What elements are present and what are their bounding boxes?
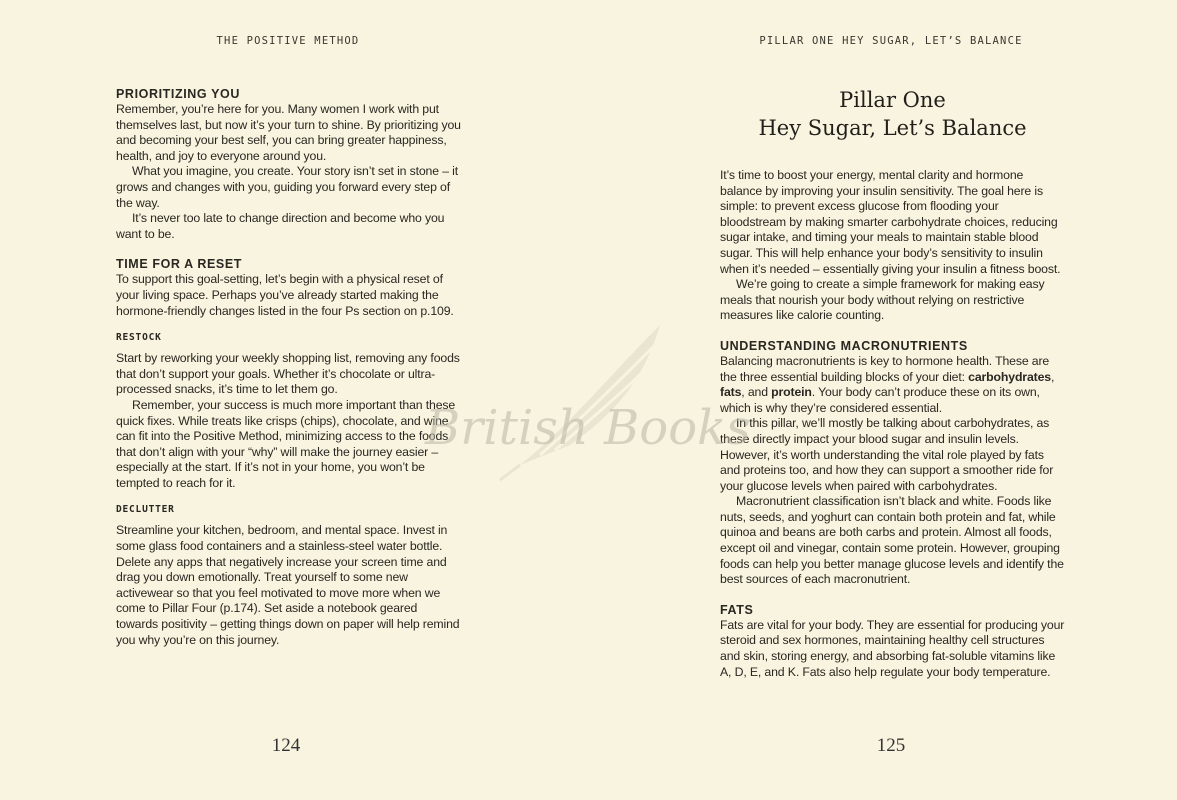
paragraph: It’s never too late to change direction and become who you want to be. bbox=[116, 211, 445, 241]
paragraph: We’re going to create a simple framework for making easy meals that nourish your body without relying on restrictive measures like calorie counting. bbox=[720, 277, 1045, 323]
paragraph: In this pillar, we’ll mostly be talking about carbohydrates, as these directly impact your blood sugar and insulin levels. However, it’s worth understanding the vital role played by fats and proteins too, and how they can support a smoother ride for your glucose levels when paired with carbohydrates. bbox=[720, 416, 1054, 493]
paragraph: Streamline your kitchen, bedroom, and mental space. Invest in some glass food containers and a stainless-steel water bottle. Delete any apps that negatively increase your screen time and drag you down emotionally. Treat yourself to some new activewear so that you feel motivated to move more when we come to Pillar Four (p.174). Set aside a notebook geared towards positivity – getting things down on paper will help remind you why you’re on this journey. bbox=[116, 523, 460, 647]
page-number-left: 124 bbox=[271, 735, 301, 756]
bold-term-fats: fats bbox=[720, 385, 742, 400]
paragraph bbox=[720, 354, 1065, 416]
chapter-title-line2: Hey Sugar, Let’s Balance bbox=[758, 116, 1027, 140]
paragraph: Remember, you’re here for you. Many women I work with put themselves last, but now it’s your turn to shine. By prioritizing you and becoming your best self, you can bring greater happiness, health, and joy to everyone around you. bbox=[116, 102, 461, 163]
heading-prioritizing: PRIORITIZING YOU bbox=[116, 87, 240, 101]
right-column bbox=[720, 168, 1065, 680]
chapter-title-line1: Pillar One bbox=[839, 88, 946, 112]
running-head-right: PILLAR ONE HEY SUGAR, LET’S BALANCE bbox=[759, 35, 1023, 47]
paragraph: To support this goal-setting, let’s begin with a physical reset of your living space. Perhaps you’ve already started making the hormone-friendly changes listed in the four Ps section on p.109. bbox=[116, 272, 454, 318]
left-page bbox=[0, 0, 588, 800]
heading-fats: FATS bbox=[720, 602, 754, 617]
text-run: . Your body can’t produce these on its own, which is why they’re considered essential. bbox=[720, 385, 1040, 415]
heading-reset: TIME FOR A RESET bbox=[116, 257, 243, 272]
heading-macronutrients: UNDERSTANDING MACRONUTRIENTS bbox=[720, 338, 968, 353]
running-head-left: THE POSITIVE METHOD bbox=[216, 35, 360, 47]
bold-term-carbohydrates: carbohydrates bbox=[968, 369, 1051, 384]
paragraph: Remember, your success is much more important than these quick fixes. While treats like crisps (chips), chocolate, and wine can fit into the Positive Method, minimizing access to the foods that don’t align with your “why” will make the journey easier – especially at the start. If it’s not in your home, you won’t be tempted to reach for it. bbox=[116, 397, 456, 490]
subheading-restock: RESTOCK bbox=[116, 332, 162, 344]
text-run: Balancing macronutrients is key to hormone health. These are the three essential building blocks of your diet: bbox=[720, 353, 1050, 384]
text-run: , and bbox=[741, 385, 772, 400]
paragraph: Macronutrient classification isn’t black and white. Foods like nuts, seeds, and yoghurt can contain both protein and fat, while quinoa and beans are both carbs and protein. Almost all foods, except oil and vinegar, contain some protein. However, grouping foods can help you better manage glucose levels and identify the best sources of each macronutrient. bbox=[720, 494, 1064, 587]
text-run: , bbox=[1050, 369, 1055, 384]
watermark-text: British Books bbox=[425, 400, 751, 456]
page-number-right: 125 bbox=[876, 735, 906, 756]
right-page bbox=[589, 0, 1177, 800]
paragraph: Fats are vital for your body. They are essential for producing your steroid and sex hormones, maintaining healthy cell structures and skin, storing energy, and absorbing fat-soluble vitamins like A, D, E, and K. Fats also help regulate your body temperature. bbox=[720, 617, 1065, 679]
left-column bbox=[116, 86, 461, 648]
subheading-declutter: DECLUTTER bbox=[116, 504, 175, 516]
paragraph: It’s time to boost your energy, mental clarity and hormone balance by improving your insulin sensitivity. The goal here is simple: to prevent excess glucose from flooding your bloodstream by making smarter carbohydrate choices, reducing sugar intake, and timing your meals to maintain stable blood sugar. This will help enhance your body’s sensitivity to insulin when it’s needed – essentially giving your insulin a fitness boost. bbox=[720, 168, 1061, 276]
bold-term-protein: protein bbox=[771, 385, 812, 400]
chapter-title bbox=[720, 86, 1065, 142]
paragraph: What you imagine, you create. Your story isn’t set in stone – it grows and changes with you, guiding you forward every step of the way. bbox=[116, 164, 459, 210]
paragraph: Start by reworking your weekly shopping list, removing any foods that don’t support your goals. Whether it’s chocolate or ultra-processed snacks, it’s time to let them go. bbox=[116, 351, 460, 397]
